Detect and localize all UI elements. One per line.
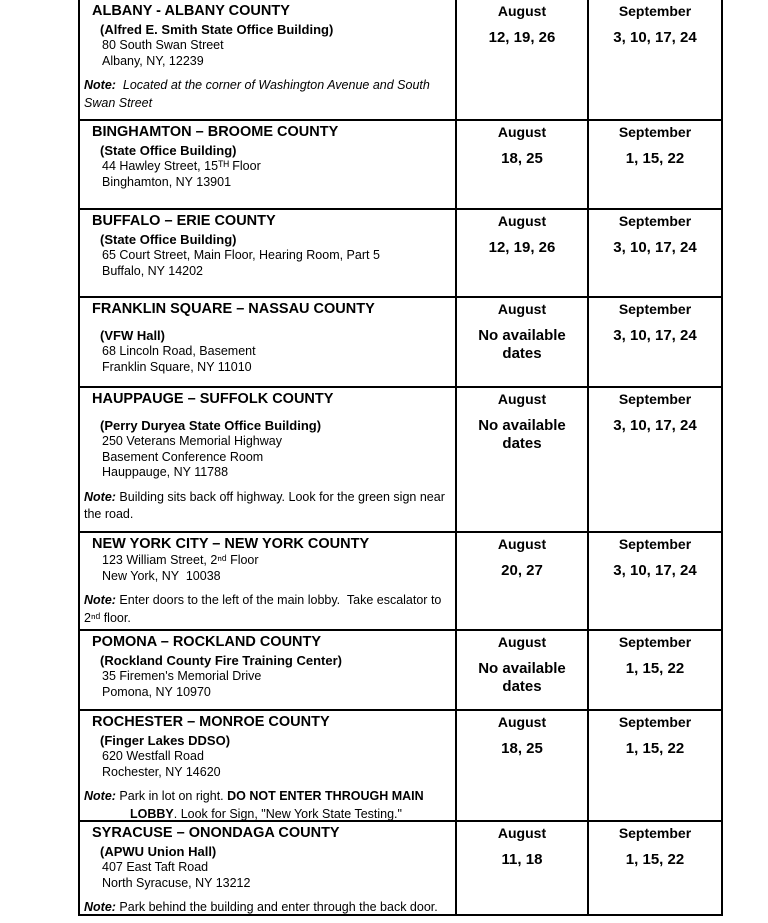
table-row: [80, 533, 721, 631]
september-header: September: [618, 3, 692, 19]
location-cell: [80, 388, 457, 531]
location-note: [84, 899, 449, 914]
location-cell: [80, 0, 457, 119]
august-dates: No available dates: [478, 327, 566, 362]
address-line: Albany, NY, 12239: [102, 53, 204, 68]
september-dates: 3, 10, 17, 24: [613, 327, 697, 344]
location-cell: [80, 631, 457, 709]
september-dates: 3, 10, 17, 24: [613, 29, 697, 46]
address-line: Basement Conference Room: [102, 449, 264, 464]
september-dates: 1, 15, 22: [625, 660, 685, 677]
august-header: August: [497, 536, 547, 552]
august-header: August: [497, 3, 547, 19]
address-line: 68 Lincoln Road, Basement: [102, 344, 256, 358]
location-cell: [80, 711, 457, 820]
august-dates: 18, 25: [501, 740, 543, 757]
note-segment: Note:: [84, 593, 116, 607]
note-segment: Note:: [84, 900, 116, 914]
address-line: 250 Veterans Memorial Highway: [102, 434, 282, 448]
august-cell: [457, 631, 589, 709]
september-cell: [589, 210, 721, 296]
address-line: 44 Hawley Street, 15ᵀᴴ Floor: [102, 159, 261, 173]
september-cell: [589, 711, 721, 820]
august-cell: [457, 0, 589, 119]
address-line: Hauppauge, NY 11788: [102, 465, 229, 479]
september-header: September: [618, 391, 692, 407]
september-dates: 3, 10, 17, 24: [613, 239, 697, 256]
location-title: ROCHESTER – MONROE COUNTY: [92, 714, 330, 730]
september-header: September: [618, 825, 692, 841]
table-row: [80, 388, 721, 533]
building-name: (Finger Lakes DDSO): [100, 733, 231, 748]
august-cell: [457, 388, 589, 531]
location-cell: [80, 822, 457, 914]
address-line: 35 Firemen's Memorial Drive: [102, 669, 262, 683]
table-row: [80, 121, 721, 210]
august-cell: [457, 711, 589, 820]
table-row: [80, 298, 721, 388]
september-cell: [589, 631, 721, 709]
address-block: [92, 248, 449, 279]
location-title: FRANKLIN SQUARE – NASSAU COUNTY: [92, 301, 375, 317]
building-name: (APWU Union Hall): [100, 844, 217, 859]
location-cell: [80, 210, 457, 296]
location-title: BUFFALO – ERIE COUNTY: [92, 213, 276, 229]
september-header: September: [618, 714, 692, 730]
location-note: [84, 77, 449, 112]
september-header: September: [618, 213, 692, 229]
note-segment: DO NOT ENTER THROUGH MAIN LOBBY: [130, 789, 428, 820]
address-block: [92, 38, 449, 69]
table-row: [80, 0, 721, 121]
august-dates: No available dates: [478, 660, 566, 695]
note-segment: Building sits back off highway. Look for the green sign near the road.: [84, 489, 449, 521]
location-title: NEW YORK CITY – NEW YORK COUNTY: [92, 536, 370, 552]
september-dates: 3, 10, 17, 24: [613, 417, 697, 434]
address-line: Buffalo, NY 14202: [102, 263, 204, 278]
address-line: New York, NY 10038: [102, 568, 221, 583]
location-note: [84, 788, 449, 820]
table-row: [80, 711, 721, 822]
august-header: August: [497, 825, 547, 841]
note-segment: . Look for Sign, "New York State Testing.": [173, 806, 402, 820]
address-line: 65 Court Street, Main Floor, Hearing Room, Part 5: [102, 248, 380, 262]
august-cell: [457, 298, 589, 386]
address-block: [92, 434, 449, 481]
september-dates: 3, 10, 17, 24: [613, 562, 697, 579]
address-block: [92, 159, 449, 190]
building-name: (VFW Hall): [100, 328, 165, 343]
table-row: [80, 631, 721, 711]
september-cell: [589, 121, 721, 208]
note-segment: Located at the corner of Washington Avenue and South Swan Street: [84, 78, 434, 110]
september-cell: [589, 533, 721, 629]
note-segment: Note:: [84, 78, 116, 92]
september-header: September: [618, 124, 692, 140]
note-segment: Park behind the building and enter through the back door.: [115, 900, 438, 914]
location-cell: [80, 298, 457, 386]
table-row: [80, 822, 721, 916]
august-cell: [457, 533, 589, 629]
august-dates: 12, 19, 26: [488, 239, 556, 256]
august-dates: 11, 18: [501, 851, 543, 868]
location-title: POMONA – ROCKLAND COUNTY: [92, 634, 322, 650]
address-line: 123 William Street, 2ⁿᵈ Floor: [102, 553, 259, 567]
august-dates: No available dates: [478, 417, 566, 452]
august-cell: [457, 210, 589, 296]
building-name: (State Office Building): [100, 143, 237, 158]
august-dates: 12, 19, 26: [488, 29, 556, 46]
address-block: [92, 749, 449, 780]
location-note: [84, 592, 449, 627]
address-line: North Syracuse, NY 13212: [102, 875, 251, 890]
august-header: August: [497, 634, 547, 650]
september-header: September: [618, 301, 692, 317]
address-line: Pomona, NY 10970: [102, 684, 211, 699]
september-dates: 1, 15, 22: [625, 851, 685, 868]
august-dates: 20, 27: [501, 562, 543, 579]
location-cell: [80, 533, 457, 629]
address-line: 80 South Swan Street: [102, 38, 224, 52]
august-header: August: [497, 714, 547, 730]
august-cell: [457, 121, 589, 208]
september-header: September: [618, 536, 692, 552]
location-title: SYRACUSE – ONONDAGA COUNTY: [92, 825, 340, 841]
note-segment: Note:: [84, 489, 116, 504]
august-header: August: [497, 391, 547, 407]
table-row: [80, 210, 721, 298]
building-name: (State Office Building): [100, 232, 237, 247]
building-name: (Alfred E. Smith State Office Building): [100, 22, 334, 37]
september-header: September: [618, 634, 692, 650]
august-header: August: [497, 301, 547, 317]
address-line: 620 Westfall Road: [102, 749, 204, 763]
building-name: (Perry Duryea State Office Building): [100, 418, 322, 433]
building-name: (Rockland County Fire Training Center): [100, 653, 342, 668]
location-cell: [80, 121, 457, 208]
location-title: BINGHAMTON – BROOME COUNTY: [92, 124, 339, 140]
address-line: 407 East Taft Road: [102, 860, 209, 874]
note-segment: Note:: [84, 789, 116, 803]
september-cell: [589, 0, 721, 119]
note-segment: Park in lot on right.: [115, 789, 228, 803]
september-cell: [589, 388, 721, 531]
august-header: August: [497, 124, 547, 140]
address-block: [92, 344, 449, 375]
address-block: [92, 669, 449, 700]
september-dates: 1, 15, 22: [625, 150, 685, 167]
location-note: [84, 489, 449, 524]
september-cell: [589, 822, 721, 914]
location-title: HAUPPAUGE – SUFFOLK COUNTY: [92, 391, 334, 407]
address-block: [92, 553, 449, 584]
august-header: August: [497, 213, 547, 229]
note-segment: Enter doors to the left of the main lobby. Take escalator to 2ⁿᵈ floor.: [84, 593, 445, 625]
address-line: Binghamton, NY 13901: [102, 174, 232, 189]
address-block: [92, 860, 449, 891]
location-title: ALBANY - ALBANY COUNTY: [92, 3, 290, 19]
testing-locations-table: [78, 0, 723, 916]
address-line: Rochester, NY 14620: [102, 764, 221, 779]
august-dates: 18, 25: [501, 150, 543, 167]
september-dates: 1, 15, 22: [625, 740, 685, 757]
september-cell: [589, 298, 721, 386]
august-cell: [457, 822, 589, 914]
address-line: Franklin Square, NY 11010: [102, 359, 252, 374]
